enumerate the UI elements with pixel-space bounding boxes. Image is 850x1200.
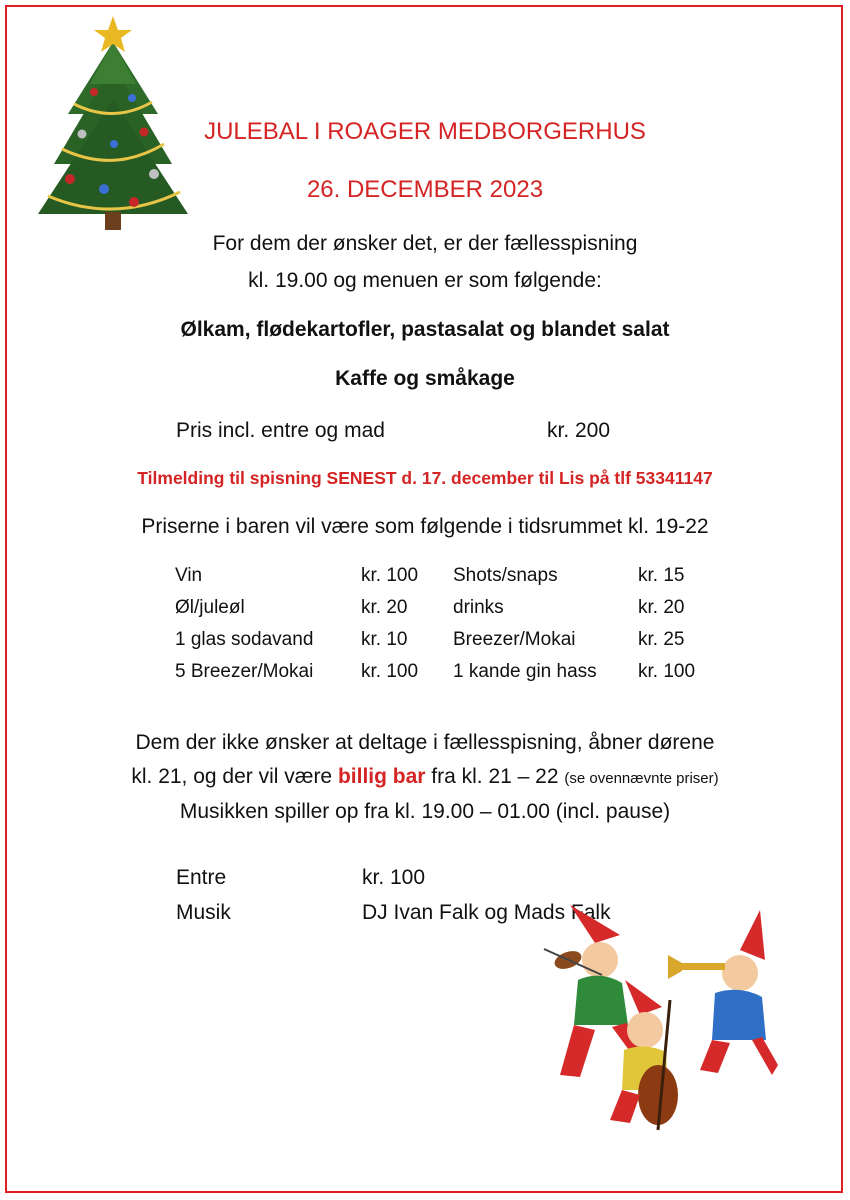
bar-price: kr. 100 <box>361 565 419 586</box>
bar-item: 1 glas sodavand <box>175 629 314 650</box>
dinner-intro-line2: kl. 19.00 og menuen er som følgende: <box>248 269 602 292</box>
bar-item: Breezer/Mokai <box>453 629 576 650</box>
bar-price: kr. 15 <box>638 565 685 586</box>
bar-item: Shots/snaps <box>453 565 558 586</box>
dinner-price-value: kr. 200 <box>547 419 611 442</box>
bar-price: kr. 20 <box>638 597 685 618</box>
bar-item: drinks <box>453 597 504 618</box>
bar-prices-heading: Priserne i baren vil være som følgende i tidsrummet kl. 19-22 <box>141 515 709 538</box>
bar-price: kr. 10 <box>361 629 408 650</box>
bar-item: 1 kande gin hass <box>453 661 597 682</box>
event-title: JULEBAL I ROAGER MEDBORGERHUS <box>204 118 646 145</box>
info-line1: Dem der ikke ønsker at deltage i fællesspisning, åbner dørene <box>135 731 715 754</box>
event-date: 26. DECEMBER 2023 <box>306 176 544 203</box>
cheap-bar-highlight: billig bar <box>337 765 426 788</box>
entre-value: kr. 100 <box>362 866 426 889</box>
entre-label: Entre <box>176 866 227 889</box>
bar-price: kr. 20 <box>361 597 408 618</box>
bar-price-row <box>0 661 850 691</box>
musik-label: Musik <box>176 901 231 924</box>
bar-price-row <box>0 565 850 595</box>
info-line2-start: kl. 21, og der vil være <box>131 765 338 788</box>
musik-value: DJ Ivan Falk og Mads Falk <box>362 901 611 924</box>
info-line2-time: fra kl. 21 – 22 <box>425 765 565 788</box>
musician-elves-image <box>540 905 778 1137</box>
info-music-times: Musikken spiller op fra kl. 19.00 – 01.00 (incl. pause) <box>179 800 671 823</box>
bar-price-row <box>0 629 850 659</box>
menu-main-course: Ølkam, flødekartofler, pastasalat og blandet salat <box>180 318 670 341</box>
bar-price-row <box>0 597 850 627</box>
bar-price: kr. 25 <box>638 629 685 650</box>
price-note: (se ovennævnte priser) <box>564 770 719 787</box>
bar-item: Øl/juleøl <box>175 597 245 618</box>
signup-notice: Tilmelding til spisning SENEST d. 17. december til Lis på tlf 53341147 <box>137 468 713 488</box>
bar-item: Vin <box>175 565 203 586</box>
bar-price: kr. 100 <box>638 661 696 682</box>
menu-dessert: Kaffe og småkage <box>335 367 515 390</box>
dinner-price-label: Pris incl. entre og mad <box>176 419 385 442</box>
bar-price: kr. 100 <box>361 661 419 682</box>
info-line2 <box>0 765 850 789</box>
bar-item: 5 Breezer/Mokai <box>175 661 314 682</box>
dinner-intro-line1: For dem der ønsker det, er der fællesspisning <box>212 232 638 255</box>
